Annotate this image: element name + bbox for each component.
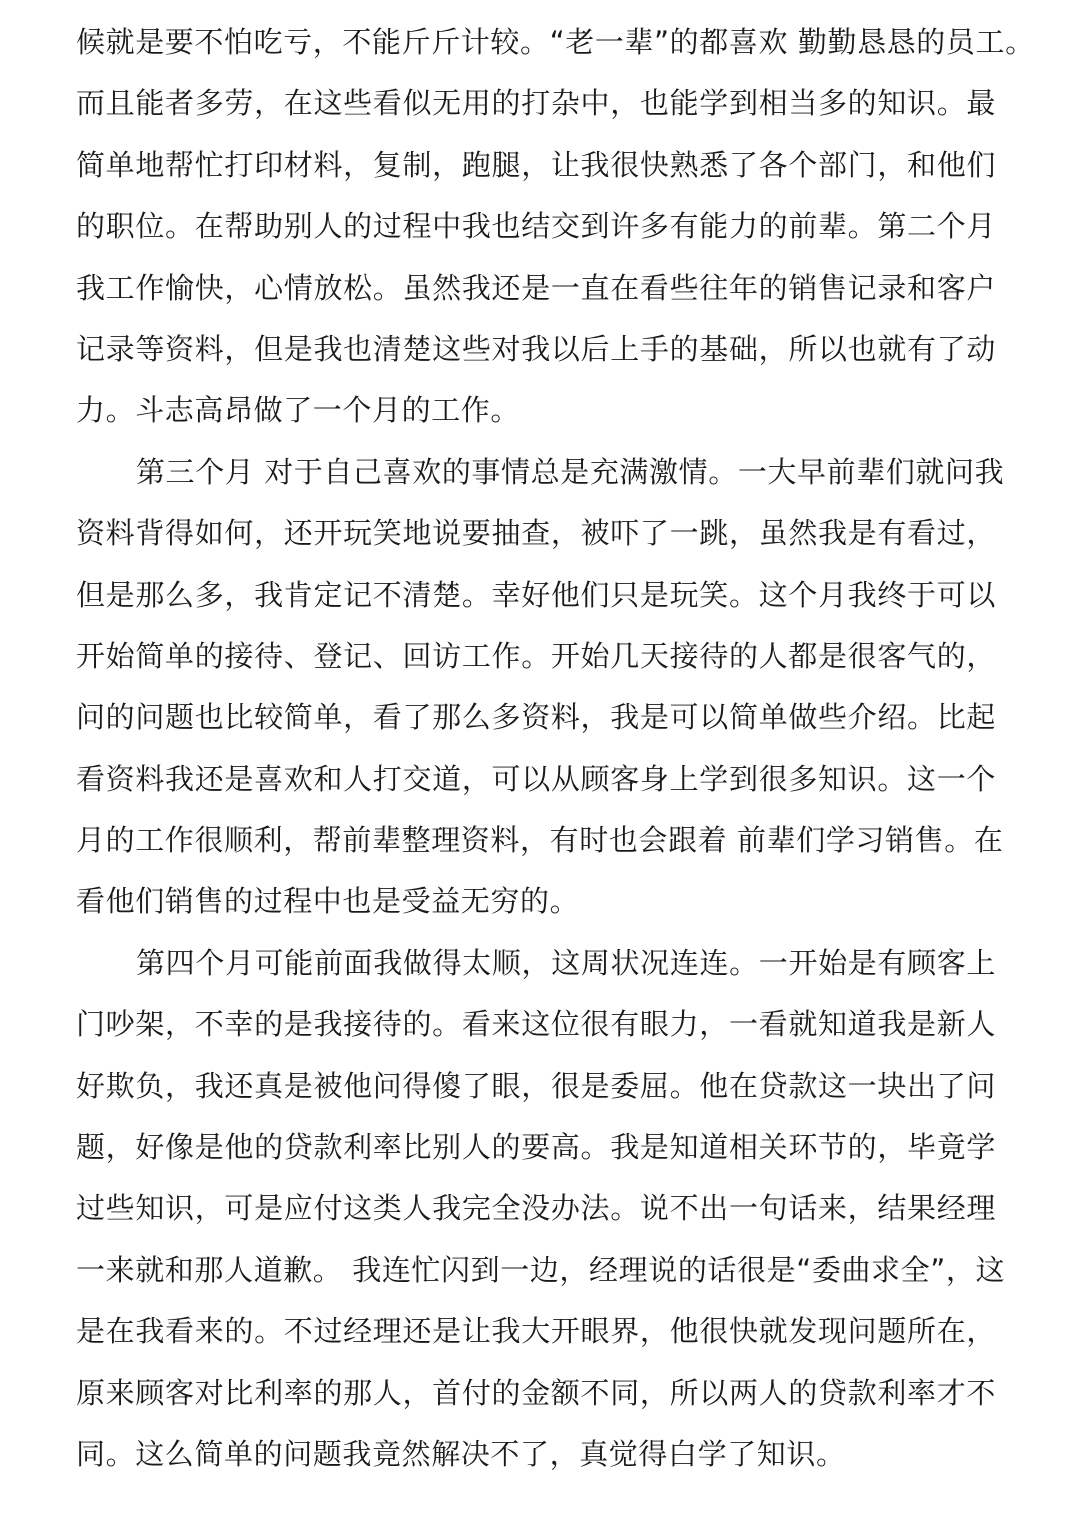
text-line: 第四个月可能前面我做得太顺，这周状况连连。一开始是有顾客上	[136, 945, 996, 980]
text-line: 问的问题也比较简单，看了那么多资料，我是可以简单做些介绍。比起	[76, 700, 996, 735]
paragraph-3	[76, 933, 1006, 1486]
text-line: 看资料我还是喜欢和人打交道，可以从顾客身上学到很多知识。这一个	[76, 761, 996, 796]
text-line: 候就是要不怕吃亏，不能斤斤计较。“老一辈”的都喜欢 勤勤恳恳的员工。	[76, 25, 1035, 59]
text-line: 原来顾客对比利率的那人，首付的金额不同，所以两人的贷款利率才不	[76, 1375, 996, 1410]
text-line: 但是那么多，我肯定记不清楚。幸好他们只是玩笑。这个月我终于可以	[76, 577, 996, 612]
text-line: 月的工作很顺利，帮前辈整理资料，有时也会跟着 前辈们学习销售。在	[76, 823, 1004, 858]
paragraph-1	[76, 12, 1035, 442]
text-line: 我工作愉快，心情放松。虽然我还是一直在看些往年的销售记录和客户	[76, 270, 996, 305]
text-line: 一来就和那人道歉。 我连忙闪到一边，经理说的话很是“委曲求全”，这	[76, 1252, 1006, 1287]
text-line: 记录等资料，但是我也清楚这些对我以后上手的基础，所以也就有了动	[76, 331, 996, 366]
text-line: 看他们销售的过程中也是受益无穷的。	[76, 884, 580, 919]
text-line: 同。这么简单的问题我竟然解决不了，真觉得白学了知识。	[76, 1436, 846, 1471]
text-line: 第三个月 对于自己喜欢的事情总是充满激情。一大早前辈们就问我	[136, 454, 1005, 489]
paragraph-2	[76, 442, 1005, 933]
document-page	[76, 12, 1035, 1485]
text-line: 而且能者多劳，在这些看似无用的打杂中，也能学到相当多的知识。最	[76, 86, 996, 121]
text-line: 简单地帮忙打印材料，复制，跑腿，让我很快熟悉了各个部门，和他们	[76, 147, 996, 182]
text-line: 开始简单的接待、登记、回访工作。开始几天接待的人都是很客气的，	[76, 638, 996, 673]
text-line: 的职位。在帮助别人的过程中我也结交到许多有能力的前辈。第二个月	[76, 209, 996, 244]
text-line: 是在我看来的。不过经理还是让我大开眼界，他很快就发现问题所在，	[76, 1314, 996, 1349]
text-line: 力。斗志高昂做了一个月的工作。	[76, 393, 521, 428]
text-line: 门吵架，不幸的是我接待的。看来这位很有眼力，一看就知道我是新人	[76, 1007, 996, 1042]
text-line: 好欺负，我还真是被他问得傻了眼，很是委屈。他在贷款这一块出了问	[76, 1068, 996, 1103]
text-line: 资料背得如何，还开玩笑地说要抽查，被吓了一跳，虽然我是有看过，	[76, 516, 996, 551]
text-line: 题，好像是他的贷款利率比别人的要高。我是知道相关环节的，毕竟学	[76, 1130, 996, 1165]
text-line: 过些知识，可是应付这类人我完全没办法。说不出一句话来，结果经理	[76, 1191, 996, 1226]
